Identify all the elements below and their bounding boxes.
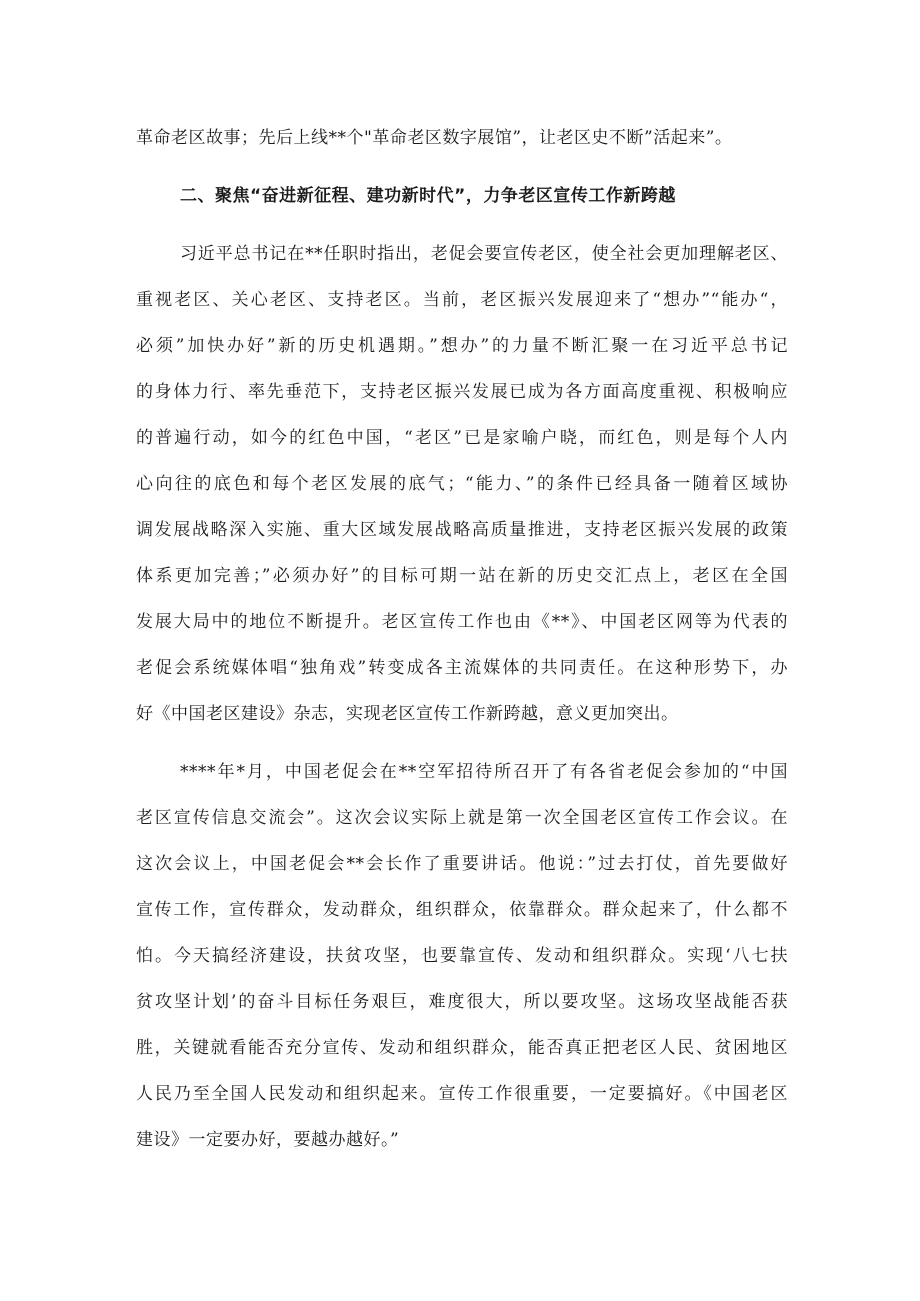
paragraph-line: 习近平总书记在**任职时指出，老促会要宣传老区，使全社会更加理解老区、: [180, 244, 788, 264]
paragraph-line: 的普遍行动，如今的红色中国，“老区”已是家喻户晓，而红色，则是每个人内: [136, 428, 788, 448]
paragraph-line: 老促会系统媒体唱“独角戏”转变成各主流媒体的共同责任。在这种形势下，办: [136, 658, 788, 678]
paragraph-line: 的身体力行、率先垂范下，支持老区振兴发展已成为各方面高度重视、积极响应: [136, 382, 788, 402]
paragraph-line: 调发展战略深入实施、重大区域发展战略高质量推进，支持老区振兴发展的政策: [136, 520, 788, 540]
paragraph-line: 老区宣传信息交流会”。这次会议实际上就是第一次全国老区宣传工作会议。在: [136, 808, 788, 828]
paragraph-line: 贫攻坚计划’的奋斗目标任务艰巨，难度很大，所以要攻坚。这场攻坚战能否获: [136, 992, 788, 1012]
paragraph-line: 建设》一定要办好，要越办越好。”: [136, 1130, 400, 1150]
paragraph-line: 胜，关键就看能否充分宣传、发动和组织群众，能否真正把老区人民、贫困地区: [136, 1038, 788, 1058]
paragraph-line: 必须”加快办好”新的历史机遇期。”想办”的力量不断汇聚一在习近平总书记: [136, 336, 788, 356]
paragraph-line: ****年*月，中国老促会在**空军招待所召开了有各省老促会参加的“中国: [180, 762, 788, 782]
paragraph-line: 重视老区、关心老区、支持老区。当前，老区振兴发展迎来了“想办”“能办“，: [136, 290, 788, 310]
paragraph-line: 这次会议上，中国老促会**会长作了重要讲话。他说：”过去打仗，首先要做好: [136, 854, 788, 874]
paragraph-line: 发展大局中的地位不断提升。老区宣传工作也由《**》、中国老区网等为代表的: [136, 612, 788, 632]
paragraph-line: 宣传工作，宣传群众，发动群众，组织群众，依靠群众。群众起来了，什么都不: [136, 900, 788, 920]
paragraph-line: 心向往的底色和每个老区发展的底气；“能力、”的条件已经具备一随着区域协: [136, 474, 788, 494]
paragraph-line: 人民乃至全国人民发动和组织起来。宣传工作很重要，一定要搞好。《中国老区: [136, 1084, 788, 1104]
intro-line: 革命老区故事；先后上线**个"革命老区数字展馆”，让老区史不断”活起来”。: [136, 128, 733, 148]
section-heading: 二、聚焦“奋进新征程、建功新时代”，力争老区宣传工作新跨越: [180, 186, 676, 206]
paragraph-line: 怕。今天搞经济建设，扶贫攻坚，也要靠宣传、发动和组织群众。实现‘八七扶: [136, 946, 788, 966]
paragraph-line: 体系更加完善；”必须办好”的目标可期一站在新的历史交汇点上，老区在全国: [136, 566, 788, 586]
paragraph-line: 好《中国老区建设》杂志，实现老区宣传工作新跨越，意义更加突出。: [136, 704, 679, 724]
